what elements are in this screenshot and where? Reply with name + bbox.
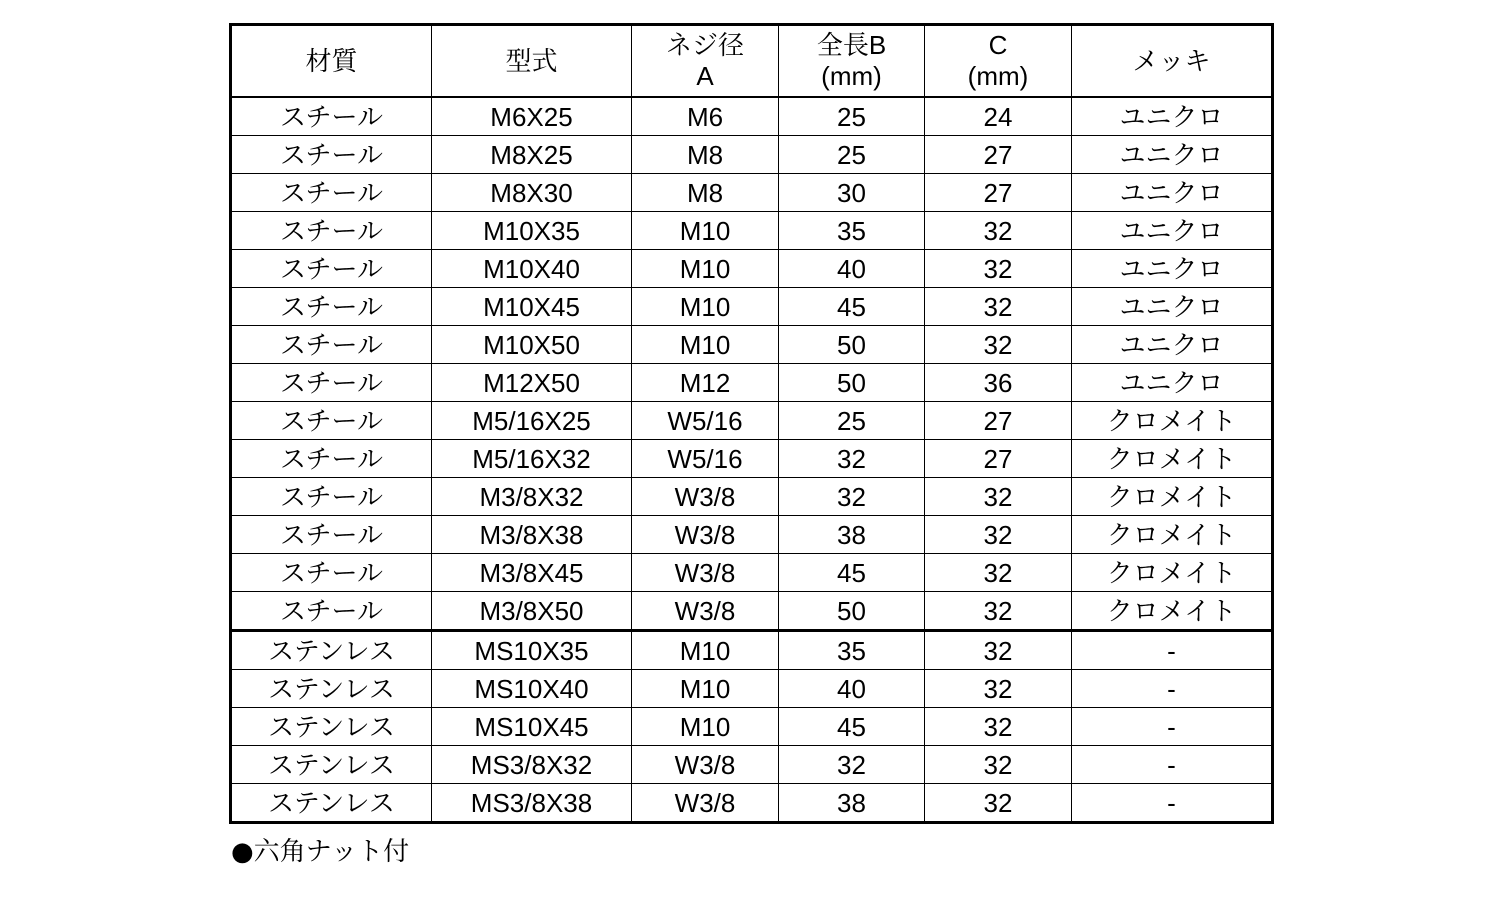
- cell-thread-diameter: W3/8: [632, 592, 779, 631]
- cell-model: M3/8X32: [432, 478, 632, 516]
- cell-material: スチール: [231, 97, 432, 136]
- cell-thread-diameter: M10: [632, 708, 779, 746]
- cell-plating: -: [1072, 784, 1273, 823]
- cell-material: スチール: [231, 326, 432, 364]
- cell-plating: クロメイト: [1072, 592, 1273, 631]
- cell-thread-diameter: M12: [632, 364, 779, 402]
- cell-model: MS10X35: [432, 631, 632, 670]
- cell-thread-diameter: M10: [632, 326, 779, 364]
- cell-material: スチール: [231, 592, 432, 631]
- cell-c: 32: [925, 554, 1072, 592]
- table-row: [231, 516, 1273, 554]
- cell-c: 24: [925, 97, 1072, 136]
- cell-plating: ユニクロ: [1072, 326, 1273, 364]
- cell-total-length: 38: [779, 516, 925, 554]
- table-row: [231, 97, 1273, 136]
- table-body: [231, 97, 1273, 823]
- cell-total-length: 50: [779, 592, 925, 631]
- cell-total-length: 32: [779, 440, 925, 478]
- header-plating: メッキ: [1072, 25, 1273, 98]
- table-header: [231, 25, 1273, 98]
- table-row: [231, 212, 1273, 250]
- cell-plating: -: [1072, 708, 1273, 746]
- cell-model: M3/8X45: [432, 554, 632, 592]
- header-model: 型式: [432, 25, 632, 98]
- table-row: [231, 478, 1273, 516]
- cell-material: スチール: [231, 478, 432, 516]
- cell-total-length: 45: [779, 288, 925, 326]
- cell-c: 32: [925, 670, 1072, 708]
- cell-model: M8X30: [432, 174, 632, 212]
- table-row: [231, 440, 1273, 478]
- cell-model: M6X25: [432, 97, 632, 136]
- cell-thread-diameter: M10: [632, 250, 779, 288]
- cell-c: 32: [925, 326, 1072, 364]
- cell-c: 32: [925, 212, 1072, 250]
- cell-total-length: 45: [779, 708, 925, 746]
- cell-material: ステンレス: [231, 784, 432, 823]
- cell-plating: クロメイト: [1072, 516, 1273, 554]
- cell-thread-diameter: M10: [632, 212, 779, 250]
- cell-model: M5/16X25: [432, 402, 632, 440]
- header-material: 材質: [231, 25, 432, 98]
- cell-model: MS3/8X32: [432, 746, 632, 784]
- cell-model: MS3/8X38: [432, 784, 632, 823]
- cell-thread-diameter: M8: [632, 174, 779, 212]
- cell-model: M5/16X32: [432, 440, 632, 478]
- cell-total-length: 50: [779, 364, 925, 402]
- header-c: C (mm): [925, 25, 1072, 98]
- cell-material: スチール: [231, 174, 432, 212]
- cell-total-length: 40: [779, 250, 925, 288]
- table-row: [231, 708, 1273, 746]
- cell-plating: クロメイト: [1072, 554, 1273, 592]
- cell-model: M10X50: [432, 326, 632, 364]
- spec-table: [229, 23, 1274, 824]
- cell-total-length: 38: [779, 784, 925, 823]
- cell-plating: ユニクロ: [1072, 212, 1273, 250]
- cell-thread-diameter: W3/8: [632, 516, 779, 554]
- table-row: [231, 670, 1273, 708]
- cell-plating: -: [1072, 746, 1273, 784]
- cell-c: 32: [925, 592, 1072, 631]
- cell-plating: クロメイト: [1072, 440, 1273, 478]
- cell-total-length: 25: [779, 402, 925, 440]
- table-row: [231, 746, 1273, 784]
- cell-material: ステンレス: [231, 746, 432, 784]
- cell-material: スチール: [231, 402, 432, 440]
- cell-material: スチール: [231, 212, 432, 250]
- cell-c: 32: [925, 516, 1072, 554]
- cell-model: M8X25: [432, 136, 632, 174]
- table-row: [231, 250, 1273, 288]
- table-row: [231, 784, 1273, 823]
- table-row: [231, 326, 1273, 364]
- cell-thread-diameter: M10: [632, 631, 779, 670]
- cell-plating: ユニクロ: [1072, 136, 1273, 174]
- cell-plating: ユニクロ: [1072, 364, 1273, 402]
- cell-plating: クロメイト: [1072, 402, 1273, 440]
- cell-c: 27: [925, 174, 1072, 212]
- table-row: [231, 592, 1273, 631]
- cell-total-length: 32: [779, 746, 925, 784]
- cell-material: スチール: [231, 250, 432, 288]
- cell-total-length: 25: [779, 136, 925, 174]
- cell-plating: ユニクロ: [1072, 174, 1273, 212]
- cell-total-length: 35: [779, 631, 925, 670]
- cell-c: 27: [925, 136, 1072, 174]
- table-row: [231, 554, 1273, 592]
- cell-model: M10X40: [432, 250, 632, 288]
- cell-thread-diameter: M8: [632, 136, 779, 174]
- header-row: [231, 25, 1273, 98]
- cell-plating: クロメイト: [1072, 478, 1273, 516]
- cell-model: MS10X40: [432, 670, 632, 708]
- cell-model: M3/8X38: [432, 516, 632, 554]
- cell-c: 32: [925, 288, 1072, 326]
- cell-total-length: 45: [779, 554, 925, 592]
- table-row: [231, 631, 1273, 670]
- cell-total-length: 50: [779, 326, 925, 364]
- cell-total-length: 25: [779, 97, 925, 136]
- cell-material: ステンレス: [231, 631, 432, 670]
- cell-material: スチール: [231, 288, 432, 326]
- cell-model: M10X45: [432, 288, 632, 326]
- table-row: [231, 136, 1273, 174]
- cell-c: 32: [925, 746, 1072, 784]
- header-thread-diameter: ネジ径 A: [632, 25, 779, 98]
- table-row: [231, 402, 1273, 440]
- cell-total-length: 30: [779, 174, 925, 212]
- cell-c: 36: [925, 364, 1072, 402]
- cell-model: M10X35: [432, 212, 632, 250]
- cell-material: スチール: [231, 136, 432, 174]
- table-row: [231, 174, 1273, 212]
- cell-model: M12X50: [432, 364, 632, 402]
- cell-thread-diameter: W3/8: [632, 746, 779, 784]
- cell-plating: ユニクロ: [1072, 288, 1273, 326]
- cell-thread-diameter: W5/16: [632, 402, 779, 440]
- cell-material: スチール: [231, 440, 432, 478]
- footnote: ●六角ナット付: [231, 837, 410, 867]
- cell-total-length: 32: [779, 478, 925, 516]
- cell-c: 32: [925, 250, 1072, 288]
- cell-total-length: 35: [779, 212, 925, 250]
- header-total-length: 全長B (mm): [779, 25, 925, 98]
- cell-plating: -: [1072, 631, 1273, 670]
- cell-material: スチール: [231, 364, 432, 402]
- cell-material: ステンレス: [231, 708, 432, 746]
- cell-material: スチール: [231, 554, 432, 592]
- cell-thread-diameter: W3/8: [632, 784, 779, 823]
- cell-model: MS10X45: [432, 708, 632, 746]
- cell-plating: -: [1072, 670, 1273, 708]
- cell-c: 32: [925, 631, 1072, 670]
- cell-plating: ユニクロ: [1072, 97, 1273, 136]
- cell-thread-diameter: M10: [632, 288, 779, 326]
- table-row: [231, 288, 1273, 326]
- cell-thread-diameter: M10: [632, 670, 779, 708]
- cell-total-length: 40: [779, 670, 925, 708]
- cell-thread-diameter: M6: [632, 97, 779, 136]
- table-row: [231, 364, 1273, 402]
- cell-plating: ユニクロ: [1072, 250, 1273, 288]
- cell-c: 27: [925, 402, 1072, 440]
- cell-c: 27: [925, 440, 1072, 478]
- cell-c: 32: [925, 784, 1072, 823]
- cell-model: M3/8X50: [432, 592, 632, 631]
- cell-thread-diameter: W3/8: [632, 478, 779, 516]
- cell-c: 32: [925, 708, 1072, 746]
- cell-c: 32: [925, 478, 1072, 516]
- cell-thread-diameter: W5/16: [632, 440, 779, 478]
- cell-material: ステンレス: [231, 670, 432, 708]
- cell-material: スチール: [231, 516, 432, 554]
- cell-thread-diameter: W3/8: [632, 554, 779, 592]
